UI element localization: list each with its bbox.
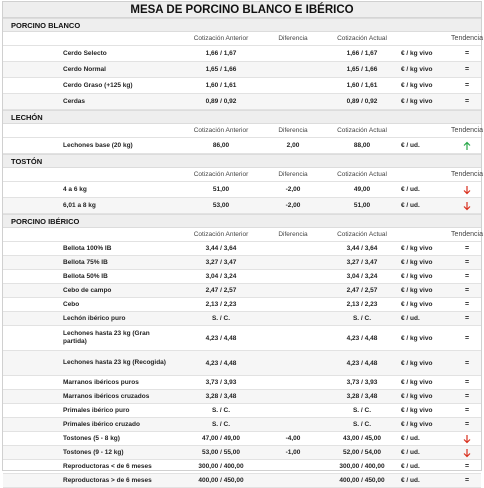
price-unit: € / ud. (401, 202, 420, 209)
product-name: Primales ibérico puro (63, 406, 130, 414)
current-price: 300,00 / 400,00 (339, 463, 385, 470)
price-difference (261, 390, 325, 403)
previous-price: 53,00 (212, 202, 230, 209)
page-title: MESA DE PORCINO BLANCO E IBÉRICO (3, 2, 481, 18)
column-header-trend: Tendencia (451, 231, 483, 238)
trend-indicator (453, 242, 481, 255)
table-row (3, 298, 481, 312)
arrow-up-icon (462, 141, 472, 151)
price-difference: -2,00 (285, 186, 301, 193)
trend-equal: = (464, 82, 470, 89)
product-name: Marranos ibéricos puros (63, 378, 139, 386)
price-difference: -4,00 (285, 435, 301, 442)
price-difference (261, 284, 325, 297)
arrow-down-icon (462, 434, 472, 444)
current-price: 1,66 / 1,67 (346, 50, 378, 57)
trend-indicator (453, 198, 481, 213)
current-price: 4,23 / 4,48 (346, 334, 378, 342)
price-difference: 2,00 (286, 142, 300, 149)
price-difference (261, 376, 325, 389)
table-row (3, 198, 481, 214)
table-row (3, 270, 481, 284)
table-row (3, 404, 481, 418)
trend-indicator (453, 351, 481, 375)
column-header-diff: Diferencia (278, 35, 308, 42)
current-price: S. / C. (352, 407, 372, 414)
table-row (3, 138, 481, 154)
trend-indicator (453, 270, 481, 283)
current-price: 2,13 / 2,23 (346, 301, 378, 308)
product-name: Cerdas (63, 97, 86, 105)
table-row (3, 432, 481, 446)
previous-price: S. / C. (211, 315, 231, 322)
trend-indicator (453, 460, 481, 473)
current-price: 400,00 / 450,00 (339, 477, 385, 484)
arrow-down-icon (462, 448, 472, 458)
price-unit: € / kg vivo (401, 82, 433, 89)
previous-price: 3,04 / 3,24 (205, 273, 237, 280)
trend-indicator (453, 78, 481, 93)
previous-price: 3,44 / 3,64 (205, 245, 237, 252)
price-unit: € / kg vivo (401, 273, 433, 280)
current-price: 51,00 (353, 202, 371, 209)
price-difference (261, 46, 325, 61)
trend-indicator (453, 298, 481, 311)
previous-price: 47,00 / 49,00 (202, 435, 240, 442)
current-price: 2,47 / 2,57 (346, 287, 378, 294)
arrow-down-icon (462, 201, 472, 211)
table-row (3, 326, 481, 351)
price-difference (261, 242, 325, 255)
price-unit: € / kg vivo (401, 407, 433, 414)
trend-equal: = (464, 334, 470, 342)
price-unit: € / kg vivo (401, 334, 433, 342)
column-header-prev: Cotización Anterior (193, 127, 249, 134)
price-difference (261, 460, 325, 473)
table-row (3, 94, 481, 110)
price-unit: € / ud. (401, 142, 420, 149)
previous-price: 51,00 (212, 186, 230, 193)
trend-indicator (453, 284, 481, 297)
trend-indicator (453, 182, 481, 197)
price-difference (261, 351, 325, 375)
trend-equal: = (464, 273, 470, 280)
column-header-diff: Diferencia (278, 231, 308, 238)
price-unit: € / kg vivo (401, 359, 433, 367)
column-headers (3, 168, 481, 182)
price-difference (261, 326, 325, 350)
column-headers (3, 124, 481, 138)
arrow-down-icon (462, 185, 472, 195)
table-row (3, 390, 481, 404)
previous-price: 4,23 / 4,48 (205, 334, 237, 342)
previous-price: 53,00 / 55,00 (202, 449, 240, 456)
product-name: Bellota 100% IB (63, 244, 112, 252)
product-name: Marranos ibéricos cruzados (63, 392, 150, 400)
trend-indicator (453, 138, 481, 153)
price-table-panel (2, 1, 483, 484)
trend-equal: = (464, 315, 470, 322)
price-unit: € / kg vivo (401, 50, 433, 57)
product-name: Cerdo Normal (63, 65, 106, 73)
previous-price: 1,65 / 1,66 (205, 66, 237, 73)
price-difference (261, 78, 325, 93)
product-name: Reproductoras > de 6 meses (63, 476, 152, 484)
column-header-curr: Cotización Actual (337, 171, 387, 178)
price-unit: € / kg vivo (401, 393, 433, 400)
previous-price: 400,00 / 450,00 (198, 477, 244, 484)
column-headers (3, 32, 481, 46)
product-name: Reproductoras < de 6 meses (63, 462, 152, 470)
trend-indicator (453, 312, 481, 325)
trend-equal: = (464, 301, 470, 308)
trend-equal: = (464, 359, 470, 367)
previous-price: 2,47 / 2,57 (205, 287, 237, 294)
current-price: 4,23 / 4,48 (346, 359, 378, 367)
table-row (3, 376, 481, 390)
trend-equal: = (464, 259, 470, 266)
current-price: 3,04 / 3,24 (346, 273, 378, 280)
section-header: PORCINO BLANCO (3, 18, 481, 32)
trend-indicator (453, 474, 481, 487)
price-unit: € / ud. (401, 449, 420, 456)
column-headers (3, 228, 481, 242)
column-header-curr: Cotización Actual (337, 231, 387, 238)
trend-equal: = (464, 477, 470, 484)
trend-indicator (453, 418, 481, 431)
trend-indicator (453, 404, 481, 417)
product-name: Tostones (9 - 12 kg) (63, 448, 124, 456)
product-name: Cerdo Graso (+125 kg) (63, 81, 133, 89)
table-row (3, 242, 481, 256)
trend-equal: = (464, 393, 470, 400)
product-name: Bellota 50% IB (63, 272, 108, 280)
table-row (3, 46, 481, 62)
product-name: 4 a 6 kg (63, 185, 87, 193)
previous-price: 4,23 / 4,48 (205, 359, 237, 367)
trend-equal: = (464, 245, 470, 252)
column-header-diff: Diferencia (278, 171, 308, 178)
current-price: 49,00 (353, 186, 371, 193)
trend-equal: = (464, 98, 470, 105)
column-header-prev: Cotización Anterior (193, 35, 249, 42)
product-name: Lechones base (20 kg) (63, 141, 133, 149)
previous-price: 300,00 / 400,00 (198, 463, 244, 470)
product-name: 6,01 a 8 kg (63, 201, 96, 209)
price-difference (261, 418, 325, 431)
current-price: 43,00 / 45,00 (343, 435, 381, 442)
previous-price: 2,13 / 2,23 (205, 301, 237, 308)
current-price: 3,44 / 3,64 (346, 245, 378, 252)
table-row (3, 256, 481, 270)
price-difference (261, 62, 325, 77)
column-header-prev: Cotización Anterior (193, 171, 249, 178)
previous-price: 3,73 / 3,93 (205, 379, 237, 386)
price-table (3, 18, 481, 488)
price-difference (261, 256, 325, 269)
price-unit: € / kg vivo (401, 259, 433, 266)
current-price: 52,00 / 54,00 (343, 449, 381, 456)
price-unit: € / kg vivo (401, 421, 433, 428)
previous-price: 1,60 / 1,61 (205, 82, 237, 89)
price-unit: € / kg vivo (401, 287, 433, 294)
product-name: Cebo de campo (63, 286, 112, 294)
table-row (3, 284, 481, 298)
table-row (3, 351, 481, 376)
price-difference (261, 404, 325, 417)
price-difference (261, 298, 325, 311)
trend-indicator (453, 390, 481, 403)
column-header-trend: Tendencia (451, 35, 483, 42)
product-name: Lechones hasta 23 kg (Gran partida) (63, 330, 150, 345)
trend-indicator (453, 94, 481, 109)
price-difference (261, 270, 325, 283)
column-header-trend: Tendencia (451, 127, 483, 134)
trend-equal: = (464, 66, 470, 73)
price-unit: € / kg vivo (401, 98, 433, 105)
trend-equal: = (464, 407, 470, 414)
previous-price: 86,00 (212, 142, 230, 149)
trend-indicator (453, 446, 481, 459)
product-name: Lechones hasta 23 kg (Recogida) (63, 359, 166, 366)
current-price: 0,89 / 0,92 (346, 98, 378, 105)
current-price: 88,00 (353, 142, 371, 149)
trend-equal: = (464, 50, 470, 57)
previous-price: S. / C. (211, 407, 231, 414)
current-price: 3,28 / 3,48 (346, 393, 378, 400)
section-header: LECHÓN (3, 110, 481, 124)
trend-indicator (453, 256, 481, 269)
trend-indicator (453, 376, 481, 389)
current-price: 1,65 / 1,66 (346, 66, 378, 73)
current-price: 1,60 / 1,61 (346, 82, 378, 89)
product-name: Bellota 75% IB (63, 258, 108, 266)
column-header-trend: Tendencia (451, 171, 483, 178)
table-row (3, 312, 481, 326)
previous-price: 1,66 / 1,67 (205, 50, 237, 57)
price-unit: € / kg vivo (401, 379, 433, 386)
price-difference (261, 94, 325, 109)
current-price: S. / C. (352, 421, 372, 428)
previous-price: 0,89 / 0,92 (205, 98, 237, 105)
product-name: Primales ibérico cruzado (63, 420, 140, 428)
trend-indicator (453, 432, 481, 445)
previous-price: 3,27 / 3,47 (205, 259, 237, 266)
trend-equal: = (464, 421, 470, 428)
table-row (3, 446, 481, 460)
price-difference: -1,00 (285, 449, 301, 456)
section-header: TOSTÓN (3, 154, 481, 168)
trend-equal: = (464, 379, 470, 386)
column-header-curr: Cotización Actual (337, 35, 387, 42)
price-unit: € / ud. (401, 315, 420, 322)
price-difference (261, 312, 325, 325)
current-price: S. / C. (352, 315, 372, 322)
price-unit: € / ud. (401, 477, 420, 484)
column-header-diff: Diferencia (278, 127, 308, 134)
current-price: 3,73 / 3,93 (346, 379, 378, 386)
column-header-prev: Cotización Anterior (193, 231, 249, 238)
price-difference: -2,00 (285, 202, 301, 209)
table-row (3, 474, 481, 488)
table-row (3, 182, 481, 198)
price-unit: € / ud. (401, 435, 420, 442)
price-unit: € / kg vivo (401, 245, 433, 252)
price-unit: € / kg vivo (401, 66, 433, 73)
trend-indicator (453, 46, 481, 61)
price-difference (261, 474, 325, 487)
table-row (3, 78, 481, 94)
product-name: Cebo (63, 300, 80, 308)
section-header: PORCINO IBÉRICO (3, 214, 481, 228)
product-name: Lechón ibérico puro (63, 314, 126, 322)
current-price: 3,27 / 3,47 (346, 259, 378, 266)
trend-equal: = (464, 463, 470, 470)
trend-indicator (453, 326, 481, 350)
previous-price: 3,28 / 3,48 (205, 393, 237, 400)
price-unit: € / kg vivo (401, 301, 433, 308)
trend-indicator (453, 62, 481, 77)
column-header-curr: Cotización Actual (337, 127, 387, 134)
product-name: Cerdo Selecto (63, 49, 107, 57)
trend-equal: = (464, 287, 470, 294)
product-name: Tostones (5 - 8 kg) (63, 434, 120, 442)
table-row (3, 418, 481, 432)
previous-price: S. / C. (211, 421, 231, 428)
price-unit: € / ud. (401, 186, 420, 193)
table-row (3, 62, 481, 78)
price-unit: € / ud. (401, 463, 420, 470)
